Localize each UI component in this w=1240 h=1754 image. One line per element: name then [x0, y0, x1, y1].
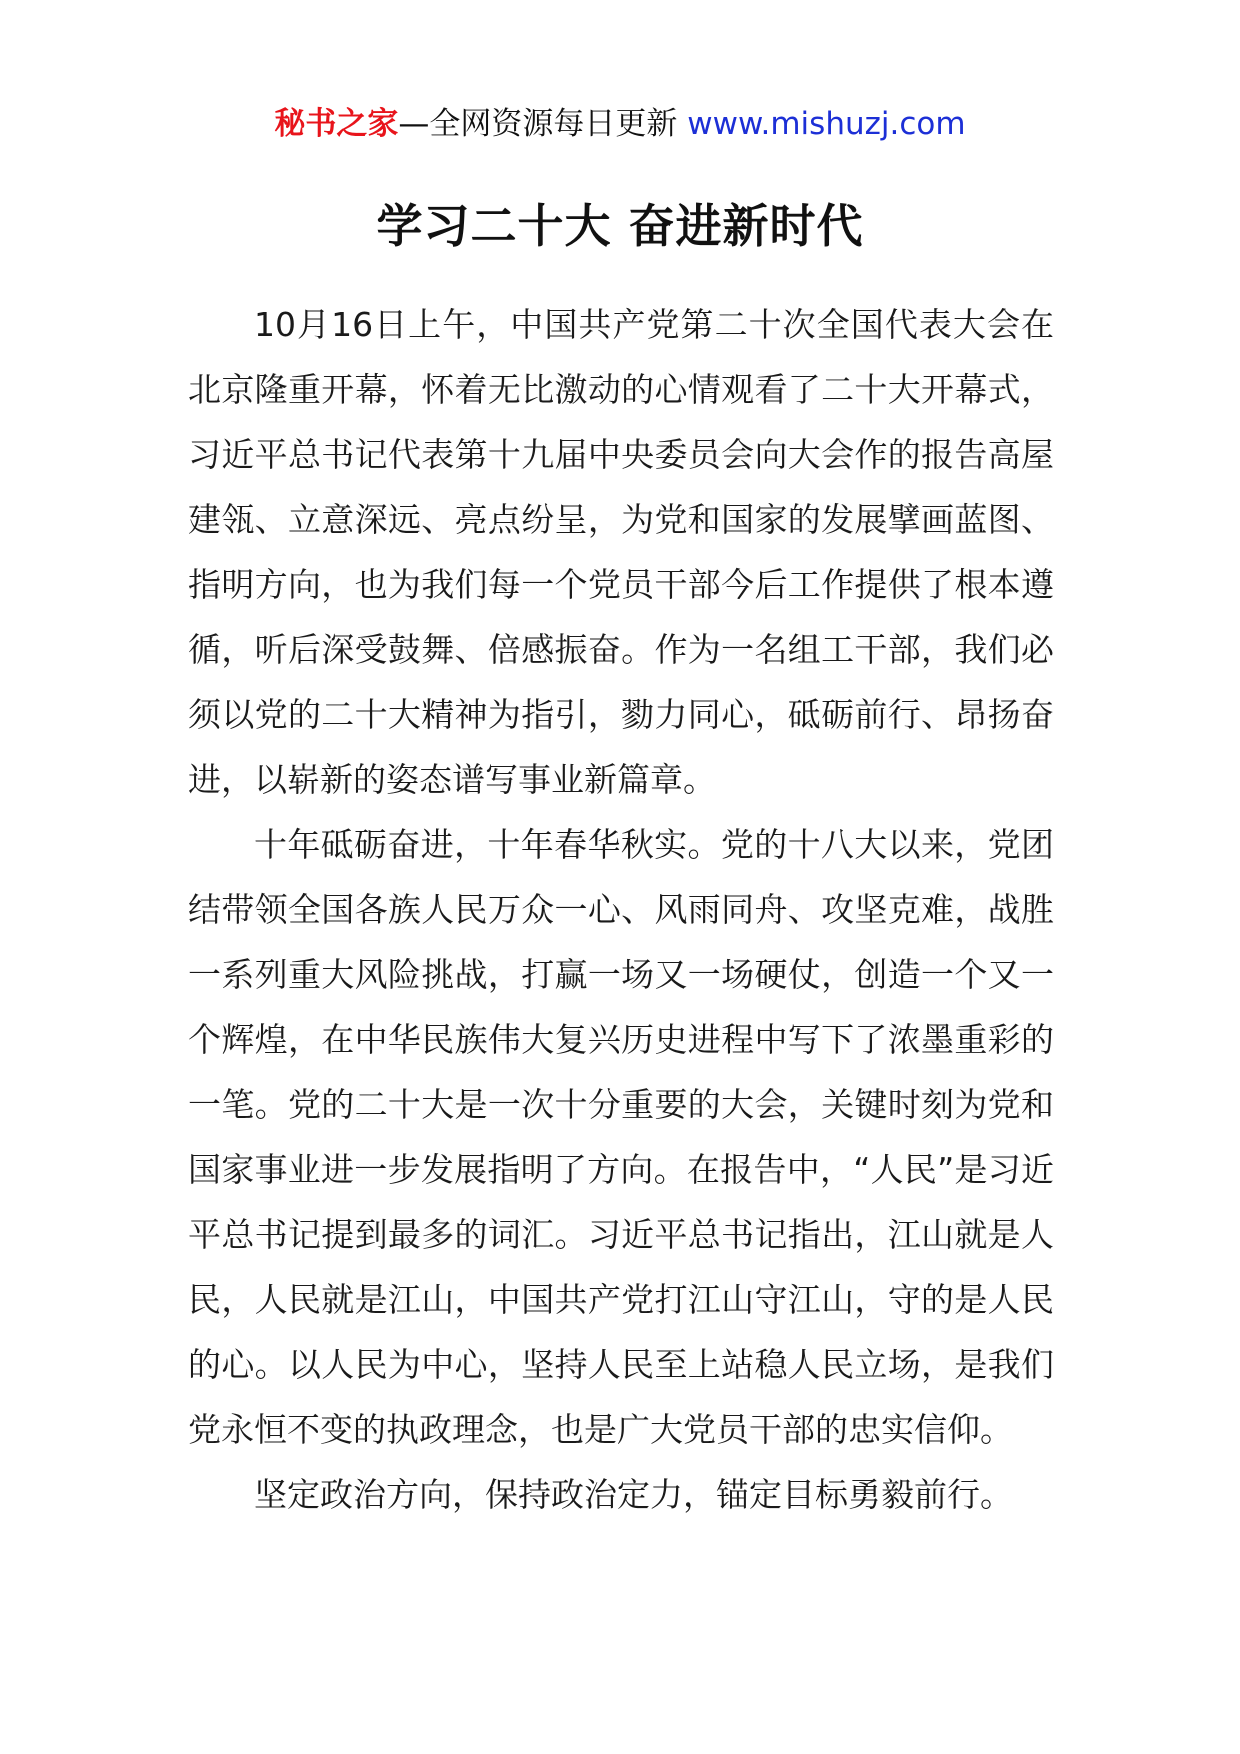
document-title: 学习二十大 奋进新时代 [376, 199, 864, 253]
site-url-link[interactable]: www.mishuzj.com [687, 106, 966, 142]
paragraph-1: 10月16日上午，中国共产党第二十次全国代表大会在北京隆重开幕，怀着无比激动的心情观看了二十大开幕式，习近平总书记代表第十九届中央委员会向大会作的报告高屋建瓴、立意深远、亮点纷呈，为党和国家的发展擘画蓝图、指明方向，也为我们每一个党员干部今后工作提供了根本遵循，听后深受鼓舞、倍感振奋。作为一名组工干部，我们必须以党的二十大精神为指引，勠力同心，砥砺前行、昂扬奋进，以崭新的姿态谱写事业新篇章。 [188, 305, 1054, 799]
site-header [0, 104, 1240, 144]
site-tagline: —全网资源每日更新 [398, 106, 688, 142]
paragraph-3: 坚定政治方向，保持政治定力，锚定目标勇毅前行。 [254, 1475, 1013, 1514]
paragraph-2: 十年砥砺奋进，十年春华秋实。党的十八大以来，党团结带领全国各族人民万众一心、风雨同舟、攻坚克难，战胜一系列重大风险挑战，打赢一场又一场硬仗，创造一个又一个辉煌，在中华民族伟大复兴历史进程中写下了浓墨重彩的一笔。党的二十大是一次十分重要的大会，关键时刻为党和国家事业进一步发展指明了方向。在报告中，“人民”是习近平总书记提到最多的词汇。习近平总书记指出，江山就是人民，人民就是江山，中国共产党打江山守江山，守的是人民的心。以人民为中心，坚持人民至上站稳人民立场，是我们党永恒不变的执政理念，也是广大党员干部的忠实信仰。 [188, 825, 1054, 1449]
site-brand: 秘书之家 [274, 106, 399, 142]
document-body [188, 292, 1054, 1527]
